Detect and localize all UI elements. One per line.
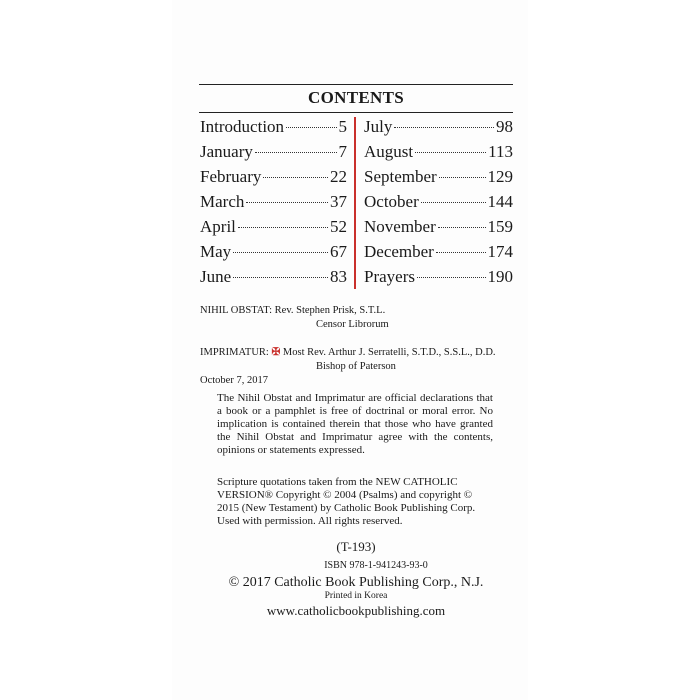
cross-icon: ✠	[271, 347, 281, 358]
toc-leader	[246, 202, 328, 203]
toc-leader	[263, 177, 328, 178]
toc-entry-page: 52	[330, 217, 347, 236]
imprimatur-line	[200, 346, 496, 359]
toc-entry-label: May	[200, 242, 232, 261]
toc-entry	[364, 192, 513, 217]
toc-entry-label: Introduction	[200, 117, 285, 136]
toc-entry-label: July	[364, 117, 393, 136]
toc-entry-page: 174	[487, 242, 513, 261]
toc-entry-page: 83	[330, 267, 347, 286]
toc-leader	[421, 202, 486, 203]
isbn: ISBN 978-1-941243-93-0	[324, 560, 428, 571]
title-underline	[199, 112, 513, 113]
toc-entry	[200, 192, 347, 217]
toc-entry-label: September	[364, 167, 437, 186]
toc-leader	[286, 127, 336, 128]
toc-leader	[415, 152, 486, 153]
toc-entry-page: 7	[338, 142, 347, 161]
toc-entry-page: 129	[487, 167, 513, 186]
toc-leader	[439, 177, 486, 178]
printed-in: Printed in Korea	[324, 591, 388, 601]
toc-left-column	[200, 117, 347, 292]
toc-leader	[436, 252, 486, 253]
contents-title: CONTENTS	[308, 88, 404, 107]
toc-entry	[200, 267, 347, 292]
toc-entry-page: 98	[496, 117, 513, 136]
toc-entry-label: December	[364, 242, 434, 261]
nihil-obstat-line: NIHIL OBSTAT: Rev. Stephen Prisk, S.T.L.	[200, 305, 386, 316]
toc-entry	[200, 142, 347, 167]
approval-date: October 7, 2017	[200, 375, 268, 386]
scripture-credit: Scripture quotations taken from the NEW CATHOLIC VERSION® Copyright © 2004 (Psalms) and copyright © 2015 (New Testament) by Catholic Book Publishing Corp. Used with permission. All rights reserved.	[217, 476, 476, 527]
toc-entry-page: 113	[488, 142, 513, 161]
bishop-line: Bishop of Paterson	[316, 361, 396, 372]
toc-entry-label: February	[200, 167, 262, 186]
toc-entry-label: October	[364, 192, 419, 211]
toc-entry-page: 67	[330, 242, 347, 261]
toc-entry-page: 37	[330, 192, 347, 211]
toc-entry-page: 159	[487, 217, 513, 236]
toc-entry	[364, 167, 513, 192]
imprimatur-name: Most Rev. Arthur J. Serratelli, S.T.D., S.S.L., D.D.	[282, 347, 496, 358]
toc-leader	[233, 252, 328, 253]
toc-entry	[200, 217, 347, 242]
column-divider	[354, 117, 356, 289]
toc-entry	[200, 167, 347, 192]
toc-entry	[364, 267, 513, 292]
toc-leader	[233, 277, 328, 278]
toc-leader	[255, 152, 337, 153]
toc-entry-label: June	[200, 267, 232, 286]
toc-entry-page: 22	[330, 167, 347, 186]
toc-right-column	[364, 117, 513, 292]
top-rule	[199, 84, 513, 85]
toc-entry-label: April	[200, 217, 236, 236]
toc-entry	[200, 242, 347, 267]
toc-leader	[438, 227, 486, 228]
toc-entry	[364, 217, 513, 242]
product-code: (T-193)	[336, 539, 376, 554]
toc-entry-page: 144	[487, 192, 513, 211]
toc-leader	[394, 127, 494, 128]
toc-entry-label: Prayers	[364, 267, 415, 286]
toc-entry-label: March	[200, 192, 245, 211]
toc-leader	[238, 227, 328, 228]
toc-leader	[417, 277, 486, 278]
imprimatur-label: IMPRIMATUR:	[200, 347, 269, 358]
toc-entry	[364, 117, 513, 142]
toc-entry-page: 190	[487, 267, 513, 286]
toc-entry	[200, 117, 347, 142]
website: www.catholicbookpublishing.com	[266, 603, 446, 618]
toc-entry-page: 5	[338, 117, 347, 136]
toc-entry-label: November	[364, 217, 436, 236]
imprimatur-notice: The Nihil Obstat and Imprimatur are official declarations that a book or a pamphlet is free of doctrinal or moral error. No implication is contained therein that those who have granted the Nihil Obstat and Imprimatur agree with the contents, opinions or statements expressed.	[217, 392, 493, 456]
toc-entry-label: August	[364, 142, 414, 161]
censor-line: Censor Librorum	[316, 319, 389, 330]
copyright-line: © 2017 Catholic Book Publishing Corp., N.J.	[228, 575, 484, 590]
toc-entry	[364, 242, 513, 267]
toc-entry	[364, 142, 513, 167]
toc-entry-label: January	[200, 142, 253, 161]
